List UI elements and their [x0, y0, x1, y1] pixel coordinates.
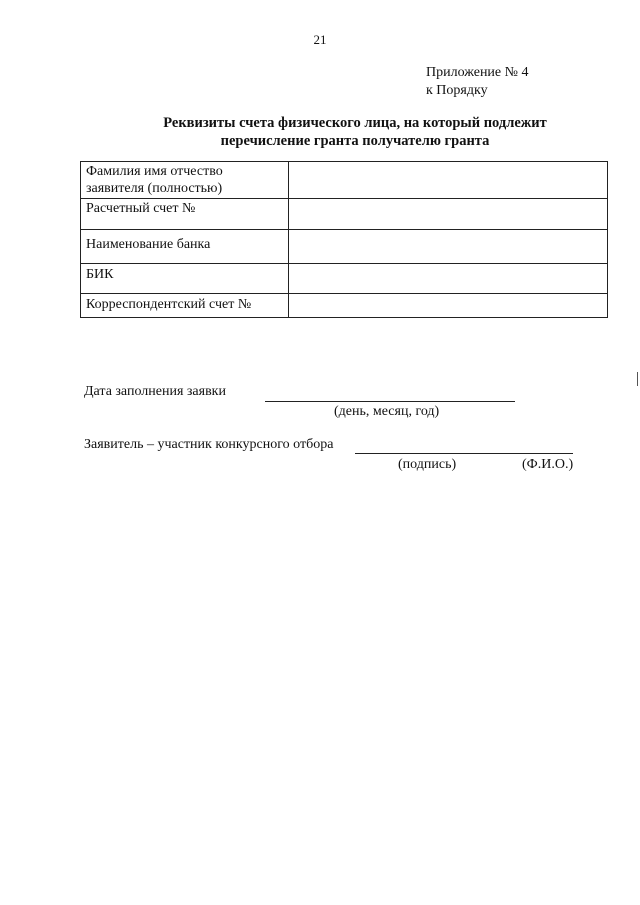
value-cell-bank-name[interactable]: [289, 230, 608, 264]
page-number: 21: [313, 32, 327, 47]
value-cell-bik[interactable]: [289, 264, 608, 294]
row-label-bik: БИК: [81, 264, 289, 294]
row-label-account: Расчетный счет №: [81, 199, 289, 230]
appendix-order: к Порядку: [426, 83, 488, 98]
signature-hint: (подпись): [398, 457, 457, 472]
row-label-bank-name: Наименование банка: [81, 230, 289, 264]
applicant-label: Заявитель – участник конкурсного отбора: [84, 437, 334, 452]
table-row-account: [81, 199, 608, 230]
row-label-correspondent-account: Корреспондентский счет №: [81, 294, 289, 318]
fill-date-hint: (день, месяц, год): [334, 404, 440, 419]
table-row-bik: [81, 264, 608, 294]
document-title-line-1: Реквизиты счета физического лица, на который подлежит: [163, 115, 547, 131]
margin-mark: [637, 372, 638, 386]
appendix-reference: [426, 64, 529, 100]
fill-date-label: Дата заполнения заявки: [84, 384, 226, 399]
row-label-full-name-line-2: заявителя (полностью): [86, 181, 223, 196]
table-row-bank-name: [81, 230, 608, 264]
value-cell-full-name[interactable]: [289, 162, 608, 199]
applicant-signature-line[interactable]: [355, 453, 573, 454]
row-label-full-name: [81, 162, 289, 199]
fill-date-line[interactable]: [265, 401, 515, 402]
table-row-full-name: [81, 162, 608, 199]
document-title: [100, 114, 610, 150]
table-row-correspondent-account: [81, 294, 608, 318]
requisites-table: [80, 161, 608, 318]
value-cell-correspondent-account[interactable]: [289, 294, 608, 318]
document-title-line-2: перечисление гранта получателю гранта: [220, 133, 490, 149]
appendix-number: Приложение № 4: [426, 65, 529, 80]
value-cell-account[interactable]: [289, 199, 608, 230]
full-name-hint: (Ф.И.О.): [522, 457, 574, 472]
row-label-full-name-line-1: Фамилия имя отчество: [86, 164, 223, 179]
